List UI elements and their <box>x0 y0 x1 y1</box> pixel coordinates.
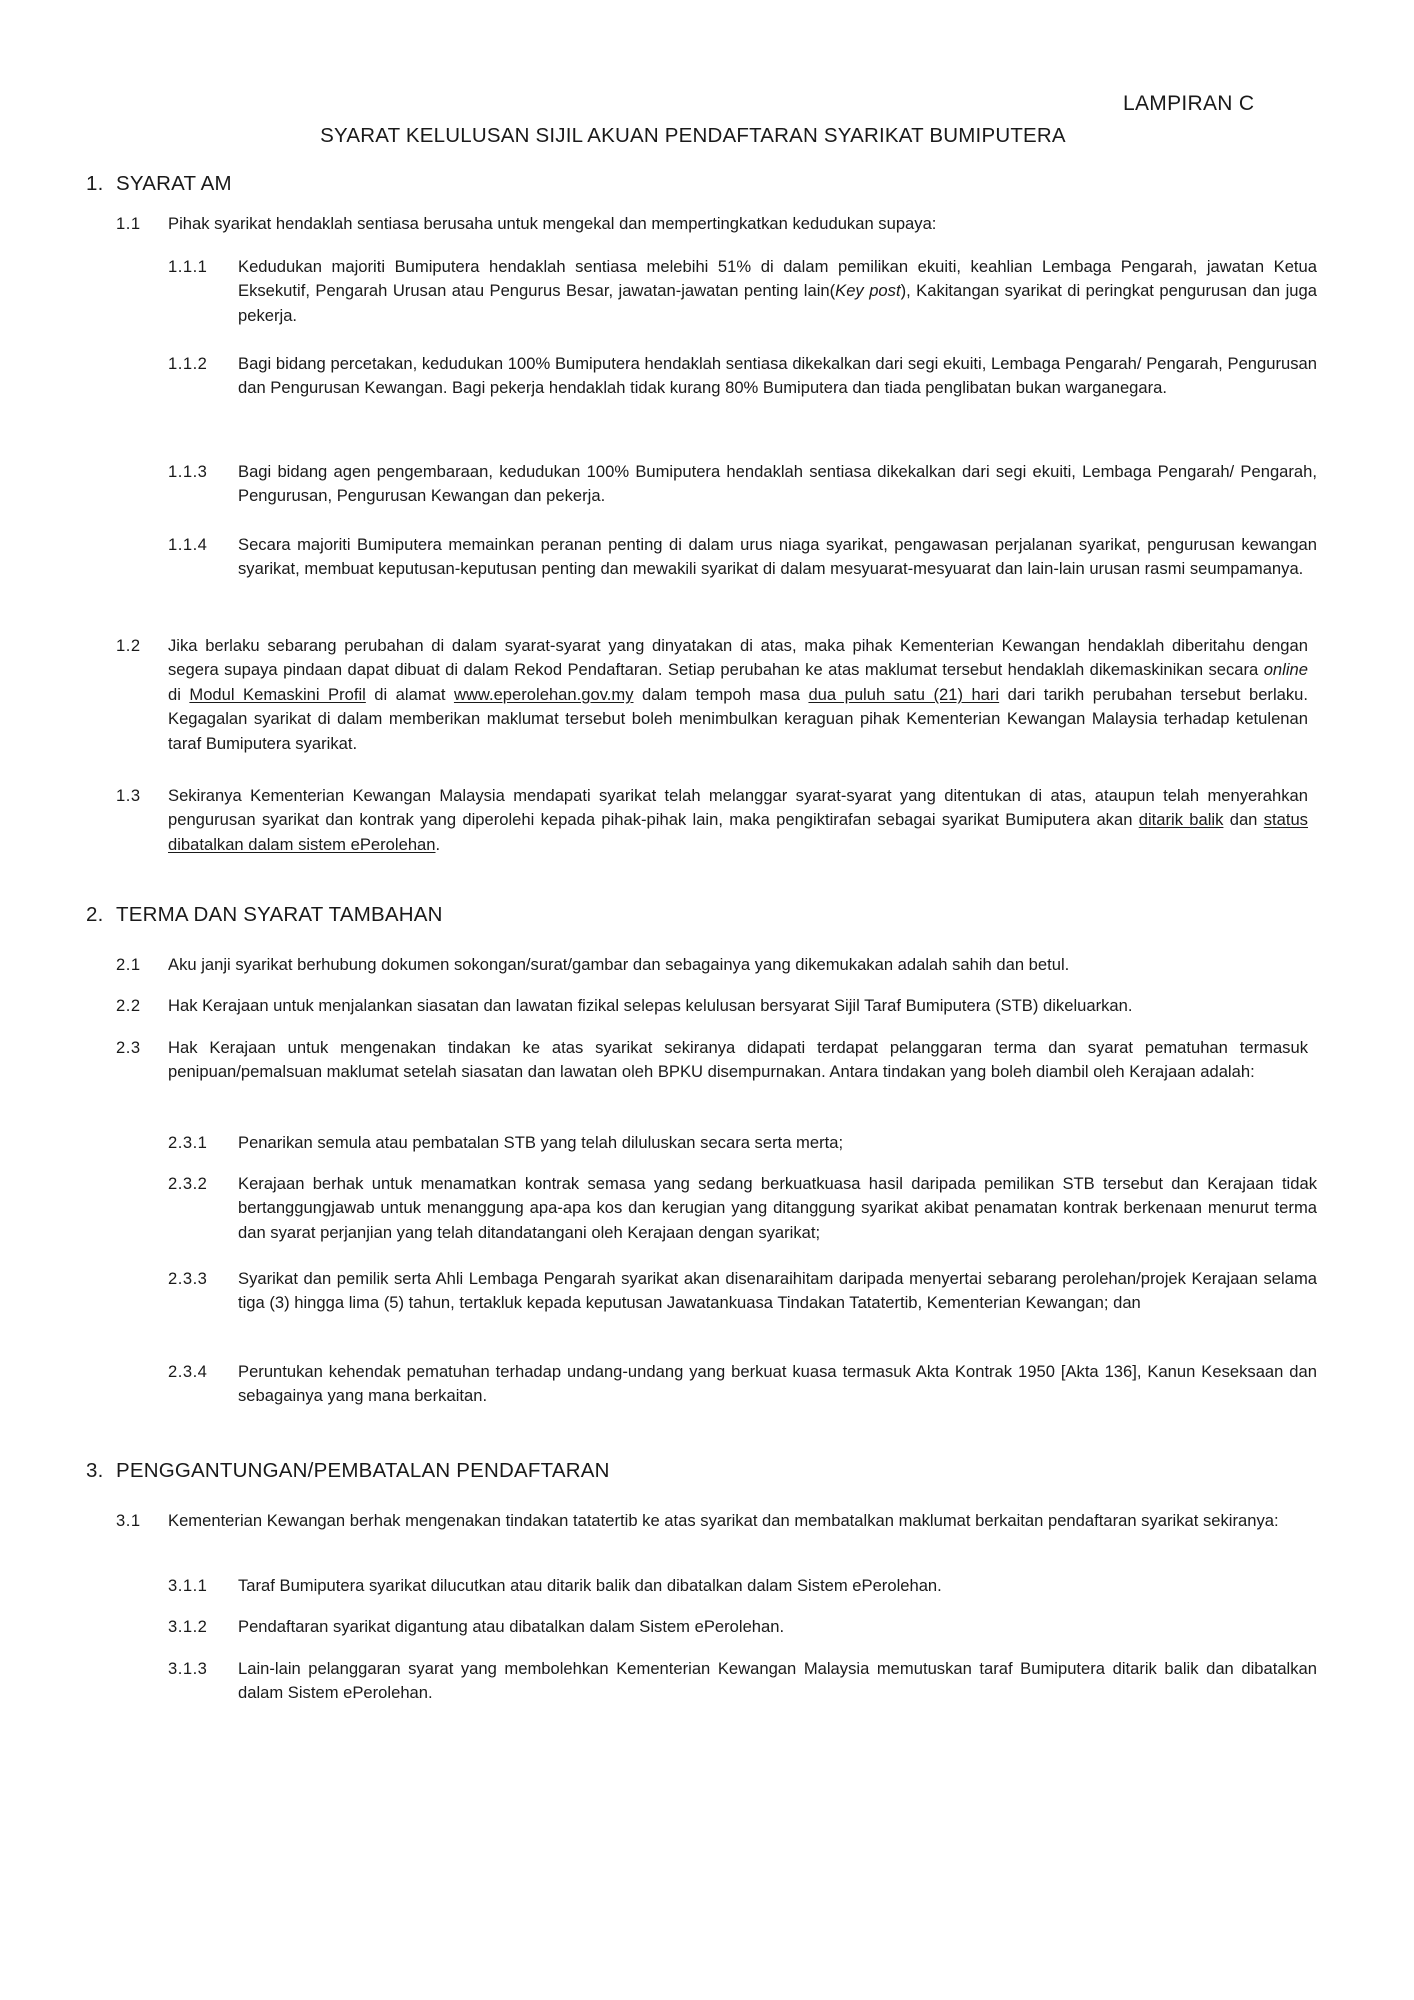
clause-1-1 <box>116 212 1308 236</box>
clause-text: Lain-lain pelanggaran syarat yang membolehkan Kementerian Kewangan Malaysia memutuskan taraf Bumiputera ditarik balik dan dibatalkan dalam Sistem ePerolehan. <box>238 1659 1317 1703</box>
clause-text: Bagi bidang agen pengembaraan, kedudukan 100% Bumiputera hendaklah sentiasa dikekalkan dari segi ekuiti, Lembaga Pengarah/ Pengarah, Pengurusan, Pengurusan Kewangan dan pekerja. <box>238 462 1317 506</box>
clause-text: Kementerian Kewangan berhak mengenakan tindakan tatatertib ke atas syarikat dan membatalkan maklumat berkaitan pendaftaran syarikat sekiranya: <box>168 1511 1279 1530</box>
clause-number: 2.3.3 <box>168 1269 208 1288</box>
section-title: SYARAT AM <box>116 172 232 195</box>
clause-text: . <box>435 834 441 854</box>
clause-text-italic: Key post <box>835 281 901 301</box>
clause-text: ), Kakitangan syarikat di peringkat pengurusan dan juga pekerja. <box>238 281 1317 325</box>
clause-number: 2.2 <box>116 996 141 1015</box>
clause-number: 1.1.1 <box>168 257 208 276</box>
clause-number: 1.1 <box>116 214 141 233</box>
clause-text: Penarikan semula atau pembatalan STB yang telah diluluskan secara serta merta; <box>238 1133 844 1152</box>
clause-1-1-3 <box>168 460 1317 509</box>
clause-text-italic: online <box>1263 660 1308 680</box>
clause-number: 3.1 <box>116 1511 141 1530</box>
clause-number: 1.1.2 <box>168 354 208 373</box>
clause-1-1-4 <box>168 533 1317 582</box>
clause-text: Kerajaan berhak untuk menamatkan kontrak semasa yang sedang berkuatkuasa hasil daripada pemilikan STB tersebut dan Kerajaan tidak bertanggungjawab untuk menanggung apa-apa kos dan kerugian yang ditanggung syarikat akibat penamatan kontrak berkenaan menurut terma dan syarat perjanjian yang telah ditandatangani oleh Kerajaan dengan syarikat; <box>238 1174 1317 1242</box>
clause-3-1 <box>116 1509 1308 1533</box>
clause-text: Hak Kerajaan untuk menjalankan siasatan dan lawatan fizikal selepas kelulusan bersyarat Sijil Taraf Bumiputera (STB) dikeluarkan. <box>168 996 1133 1015</box>
clause-1-2 <box>116 634 1309 756</box>
clause-number: 3.1.3 <box>168 1659 208 1678</box>
clause-3-1-3 <box>168 1657 1317 1706</box>
clause-1-3 <box>116 784 1308 857</box>
clause-text: di <box>168 684 190 704</box>
clause-number: 2.3 <box>116 1038 141 1057</box>
website-address: www.eperolehan.gov.my <box>453 684 634 704</box>
clause-text-underlined: ditarik balik <box>1138 810 1224 830</box>
clause-text: Hak Kerajaan untuk mengenakan tindakan ke atas syarikat sekiranya didapati terdapat pelanggaran terma dan syarat pematuhan termasuk penipuan/pemalsuan maklumat setelah siasatan dan lawatan oleh BPKU disempurnakan. Antara tindakan yang boleh diambil oleh Kerajaan adalah: <box>168 1038 1308 1082</box>
section-number: 2. <box>86 903 104 926</box>
section-heading-1 <box>86 172 232 196</box>
clause-2-3-3 <box>168 1267 1317 1316</box>
clause-number: 2.1 <box>116 955 141 974</box>
clause-2-3-1 <box>168 1131 1317 1155</box>
document-title: SYARAT KELULUSAN SIJIL AKUAN PENDAFTARAN SYARIKAT BUMIPUTERA <box>320 124 1066 147</box>
clause-2-1 <box>116 953 1308 977</box>
clause-text: dari tarikh perubahan tersebut berlaku. Kegagalan syarikat di dalam memberikan maklumat tersebut boleh menimbulkan keraguan pihak Kementerian Kewangan Malaysia terhadap ketulenan taraf Bumiputera syarikat. <box>168 684 1309 753</box>
clause-text: Bagi bidang percetakan, kedudukan 100% Bumiputera hendaklah sentiasa dikekalkan dari segi ekuiti, Lembaga Pengarah/ Pengarah, Pengurusan dan Pengurusan Kewangan. Bagi pekerja hendaklah tidak kurang 80% Bumiputera dan tiada penglibatan bukan warganegara. <box>238 354 1317 398</box>
section-title: PENGGANTUNGAN/PEMBATALAN PENDAFTARAN <box>116 1459 610 1482</box>
section-heading-3 <box>86 1459 610 1483</box>
clause-text: Jika berlaku sebarang perubahan di dalam syarat-syarat yang dinyatakan di atas, maka pihak Kementerian Kewangan hendaklah diberitahu dengan segera supaya pindaan dapat dibuat di dalam Rekod Pendaftaran. Setiap perubahan ke atas maklumat tersebut hendaklah dikemaskinikan secara <box>168 636 1308 680</box>
section-number: 1. <box>86 172 104 195</box>
clause-number: 2.3.2 <box>168 1174 208 1193</box>
clause-text: di alamat <box>365 684 454 704</box>
clause-number: 3.1.2 <box>168 1617 208 1636</box>
clause-number: 1.1.3 <box>168 462 208 481</box>
clause-2-3 <box>116 1036 1308 1085</box>
clause-text: Pihak syarikat hendaklah sentiasa berusaha untuk mengekal dan mempertingkatkan kedudukan supaya: <box>168 214 937 233</box>
clause-2-3-2 <box>168 1172 1317 1245</box>
clause-1-1-2 <box>168 352 1317 401</box>
clause-text-underlined: dua puluh satu (21) hari <box>808 684 1000 704</box>
clause-text: Aku janji syarikat berhubung dokumen sokongan/surat/gambar dan sebagainya yang dikemukakan adalah sahih dan betul. <box>168 955 1070 974</box>
clause-number: 3.1.1 <box>168 1576 208 1595</box>
section-title: TERMA DAN SYARAT TAMBAHAN <box>116 903 443 926</box>
section-number: 3. <box>86 1459 104 1482</box>
clause-text: Pendaftaran syarikat digantung atau dibatalkan dalam Sistem ePerolehan. <box>238 1617 785 1636</box>
clause-text: Kedudukan majoriti Bumiputera hendaklah sentiasa melebihi 51% di dalam pemilikan ekuiti, keahlian Lembaga Pengarah, jawatan Ketua Eksekutif, Pengarah Urusan atau Pengurus Besar, jawatan-jawatan penting lain( <box>238 257 1317 301</box>
clause-text-underlined: status dibatalkan dalam sistem ePerolehan <box>168 810 1308 854</box>
clause-text: Peruntukan kehendak pematuhan terhadap undang-undang yang berkuat kuasa termasuk Akta Kontrak 1950 [Akta 136], Kanun Keseksaan dan sebagainya yang mana berkaitan. <box>238 1362 1317 1406</box>
clause-text: dan <box>1223 810 1264 830</box>
clause-text: Sekiranya Kementerian Kewangan Malaysia mendapati syarikat telah melanggar syarat-syarat yang ditentukan di atas, ataupun telah menyerahkan pengurusan syarikat dan kontrak yang diperolehi kepada pihak-pihak lain, maka pengiktirafan sebagai syarikat Bumiputera akan <box>168 786 1308 830</box>
clause-text: Secara majoriti Bumiputera memainkan peranan penting di dalam urus niaga syarikat, pengawasan perjalanan syarikat, pengurusan kewangan syarikat, membuat keputusan-keputusan penting dan mewakili syarikat di dalam mesyuarat-mesyuarat dan lain-lain urusan rasmi seumpamanya. <box>238 535 1317 579</box>
appendix-label: LAMPIRAN C <box>1123 92 1255 115</box>
clause-text: Syarikat dan pemilik serta Ahli Lembaga Pengarah syarikat akan disenaraihitam daripada menyertai sebarang perolehan/projek Kerajaan selama tiga (3) hingga lima (5) tahun, tertakluk kepada keputusan Jawatankuasa Tindakan Tatatertib, Kementerian Kewangan; dan <box>238 1269 1317 1313</box>
clause-3-1-1 <box>168 1574 1317 1598</box>
clause-number: 2.3.1 <box>168 1133 208 1152</box>
clause-number: 1.2 <box>116 636 141 655</box>
section-heading-2 <box>86 903 443 927</box>
clause-text: Taraf Bumiputera syarikat dilucutkan atau ditarik balik dan dibatalkan dalam Sistem ePerolehan. <box>238 1576 942 1595</box>
clause-3-1-2 <box>168 1615 1317 1639</box>
clause-2-2 <box>116 994 1308 1018</box>
clause-text-underlined: Modul Kemaskini Profil <box>189 684 366 704</box>
clause-number: 1.3 <box>116 786 141 805</box>
clause-number: 1.1.4 <box>168 535 208 554</box>
clause-text: dalam tempoh masa <box>633 684 809 704</box>
clause-1-1-1 <box>168 255 1317 328</box>
clause-2-3-4 <box>168 1360 1317 1409</box>
clause-number: 2.3.4 <box>168 1362 208 1381</box>
